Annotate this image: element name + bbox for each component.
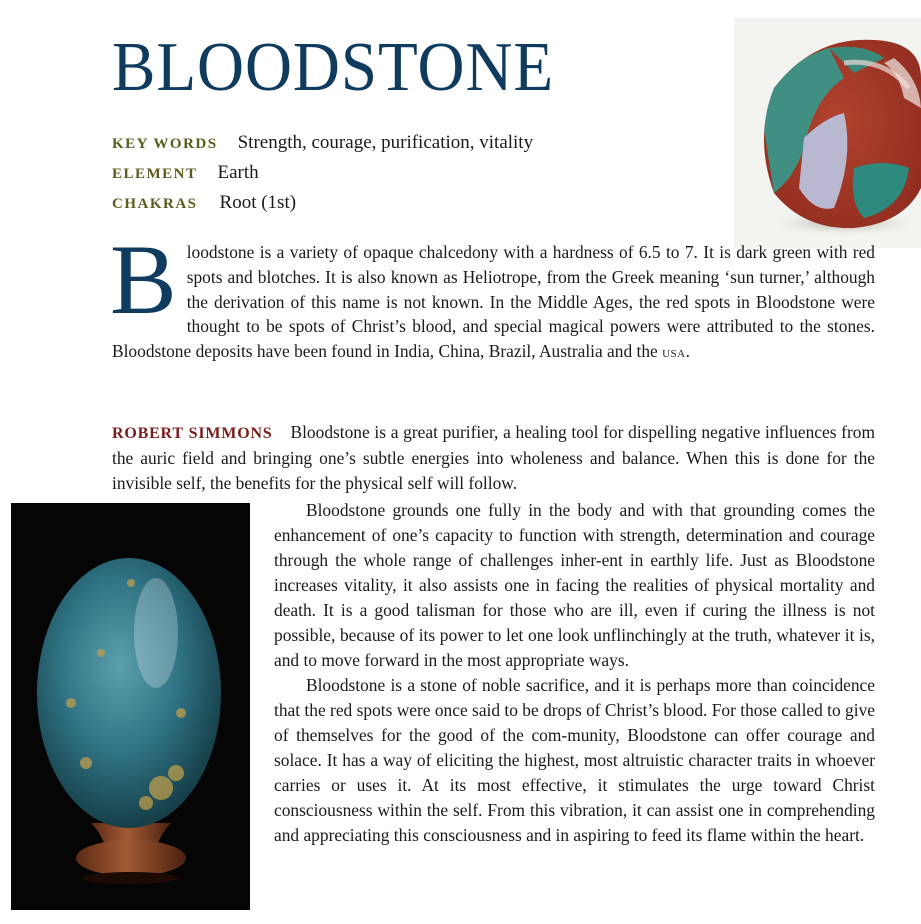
keywords-row (112, 132, 533, 162)
commentary-paragraph: Bloodstone grounds one fully in the body and with that grounding comes the enhancement of one’s capacity to function with strength, determination and courage through the whole range of challenges inher-ent in earthly life. Just as Bloodstone increases vitality, it also assists one in facing the realities of physical mortality and death. It is a good talisman for those who are ill, even if curing the illness is not possible, because of its power to let one look unflinchingly at the truth, whatever it is, and to move forward in the most appropriate ways. (274, 500, 875, 670)
element-label: ELEMENT (112, 166, 198, 182)
intro-smallcaps: usa (662, 345, 686, 362)
intro-text: loodstone is a variety of opaque chalcedony with a hardness of 6.5 to 7. It is dark green with red spots and blotches. It is also known as Heliotrope, from the Greek meaning ‘sun turner,’ although the derivation of this name is not known. In the Middle Ages, the red spots in Bloodstone were thought to be spots of Christ’s blood, and special magical powers were attributed to the stones. Bloodstone deposits have been found in India, China, Brazil, Australia and the (112, 242, 875, 362)
tumbled-stone-image (734, 18, 921, 248)
commentary-paragraph: Bloodstone is a stone of noble sacrifice, and it is perhaps more than coincidence that the red spots were once said to be drops of Christ’s blood. For those called to give of themselves for the good of the com-munity, Bloodstone can offer courage and solace. It has a way of eliciting the highest, most altruistic character traits in whoever carries or uses it. At its most effective, it stimulates the urge toward Christ consciousness within the self. From this vibration, it can assist one in comprehending and appreciating this consciousness and in aspiring to feed its flame within the heart. (274, 675, 875, 845)
element-row (112, 162, 533, 192)
commentary-lead-text: Bloodstone is a great purifier, a healing tool for dispelling negative influences from the auric field and bringing one’s subtle energies into wholeness and balance. When this is done for the invisible self, the benefits for the physical self will follow. (112, 422, 875, 493)
intro-paragraph (110, 224, 875, 366)
author-name: ROBERT SIMMONS (112, 425, 273, 442)
stone-properties (112, 132, 533, 222)
commentary-body (274, 498, 875, 848)
page-title: BLOODSTONE (112, 29, 555, 106)
drop-cap: B (110, 224, 177, 335)
element-value: Earth (217, 162, 259, 183)
intro-end: . (685, 341, 690, 362)
chakras-label: CHAKRAS (112, 196, 198, 212)
keywords-label: KEY WORDS (112, 136, 218, 152)
chakras-row (112, 192, 533, 222)
commentary-lead (112, 420, 875, 496)
keywords-value: Strength, courage, purification, vitality (237, 132, 534, 153)
egg-image (11, 503, 250, 910)
chakras-value: Root (1st) (219, 192, 297, 213)
